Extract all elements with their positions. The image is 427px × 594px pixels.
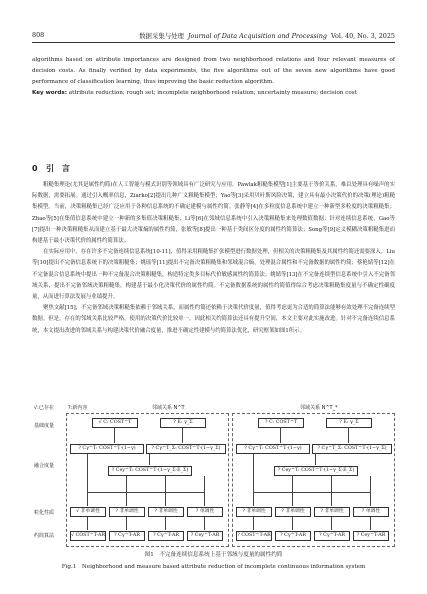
journal-volume: Vol. 40, No. 3, 2025 [331, 32, 395, 40]
left-connector-4 [87, 454, 88, 506]
left-connector-1 [114, 428, 115, 443]
right-connector-6 [331, 476, 332, 506]
row-label-gran: 粒化性质 [34, 510, 55, 516]
right-connector-10 [331, 517, 332, 530]
left-connector-3 [149, 454, 150, 465]
left-connector-10 [165, 517, 166, 530]
section-title: 引 言 [45, 164, 70, 173]
keywords [32, 88, 395, 99]
section-heading [32, 163, 70, 174]
column-left-title: 邻域关系 N^T [152, 405, 185, 411]
right-alg-2: ? Cγ^T-AR [275, 531, 311, 541]
figure-caption-en: Fig.1 Neighborhood and measure based attribute reduction of incomplete continuous information system [61, 564, 366, 570]
figure-1 [32, 404, 395, 574]
left-connector-2 [182, 428, 183, 443]
left-connector-8 [87, 517, 88, 530]
left-basic-e: ? E: γ_Σ [160, 418, 206, 428]
column-right-title: 邻域关系 N^T_* [300, 405, 338, 411]
right-basic-e: ? E: γ_Σ [326, 418, 372, 428]
page-number: 808 [32, 31, 45, 39]
left-fused-cgamma-sigma: ? Cγ^T_Σ: COST^T·(1−γ_Σ) [146, 444, 226, 454]
row-label-alg: 约简算法 [34, 533, 55, 539]
left-alg-1: √ COST^T-AR [70, 531, 106, 541]
left-gran-2: ? 非单调性 [109, 507, 145, 517]
left-connector-7 [204, 476, 205, 506]
left-gran-3: ? 非单调性 [148, 507, 184, 517]
left-alg-3: ? Cγ^T-AR [148, 531, 184, 541]
right-connector-3 [315, 454, 316, 465]
journal-name-cn: 数据采集与处理 [139, 32, 184, 40]
paragraph-1: 粗糙集理论(尤其是属性约简)在人工智能与模式识别等领域具有广泛研究与应用。Pawlak粗糙集模型[1]主要基于等价关系，难以处理具有噪声的实际数据，需要拓展。通过引入概率信息，Ziarko[2]提出几种广义粗糙集模型；Yao等[3]采用贝叶斯风险决策，建立具有最小决策代价的决策(理论)粗糙集模型。当前，决策粗糙集已经广泛应用于各种信息系统的不确定建模与属性约简。张静等[4]在多粒度信息系统中建立一种新型多粒度的决策粗糙集；Zhao等[5]在集值信息系统中建立一种新的多集值决策粗糙集；Li等[6]在邻域信息系统中引入决策粗糙集来处理数值数据；针对连续信息系统，Gao等[7]提出一种决策粗糙集从而建立基于最大决策熵的属性约简，张敏等[8]提出一种基于类间区分度的属性约简算法；Song等[9]定义模糊决策粗糙集进而构建基于最小决策代价的属性约简算法。 [32, 182, 395, 245]
figure-caption-cn: 图1 不完备连续信息系统上基于邻域与度量的属性约简 [144, 552, 283, 558]
left-gran-4: ? 单调性 [187, 507, 223, 517]
right-connector-9 [292, 517, 293, 530]
legend-new: ?:新内容 [68, 405, 88, 411]
right-connector-7 [370, 476, 371, 506]
legend-existing: √:已存在 [34, 405, 54, 411]
right-gran-1: ? 非单调性 [236, 507, 272, 517]
right-connector-4 [253, 454, 254, 506]
right-gran-2: ? 非单调性 [275, 507, 311, 517]
right-fused-cgamma-sigma: ? Cγ^T_Σ: COST^T·(1−γ_Σ) [312, 444, 392, 454]
left-fused-cgamma: ? Cγ^T: COST^T·(1−γ) [70, 444, 144, 454]
keywords-text: attribute reduction; rough set; incomplete neighborhood relation; uncertainty measure; decision cost [68, 90, 357, 97]
abstract-tail [32, 55, 395, 99]
right-alg-1: ? COST^T-AR [236, 531, 272, 541]
right-connector-1 [280, 428, 281, 443]
right-fused-cey: ? Cey^T: COST^T·(1−γ_Σ·E_Σ) [274, 466, 358, 476]
right-gran-4: ? 单调性 [353, 507, 389, 517]
section-number: 0 [32, 164, 38, 173]
right-basic-cost: ? C: COST^T [258, 418, 304, 428]
right-connector-8 [253, 517, 254, 530]
right-alg-3: ? Cγ^T-AR [314, 531, 350, 541]
body-text [32, 180, 395, 337]
row-label-fused: 融合度量 [34, 463, 55, 469]
header-rule [32, 42, 395, 43]
journal-name-en: Journal of Data Acquisition and Processing [187, 32, 327, 40]
left-basic-cost: √ C: COST^T [92, 418, 138, 428]
left-fused-cey: ? Cey^T: COST^T·(1−γ_Σ·E_Σ) [108, 466, 192, 476]
left-connector-6 [165, 476, 166, 506]
right-bus [253, 492, 370, 493]
paragraph-2: 在实际应用中，存在许多不完备连续信息系统[10-11]，值得采用粗糙集扩张模型进行数据处理，但相关的决策粗糙集及其属性约简还需要深入。Liu等[10]提出不完备信息系统下的决策粗糙集；姚瑶等[11]提出不完备决策粗糙集和邻域混合熵，处理混合属性和不完备数据的属性约简；蔡艳婧等[12]在不完备混合信息系统中提出一种不完备混合决策粗糙集，构造特定类多目标代价敏感属性约简算法；姚婧等[13]在不完备连续型信息系统中引入不完备邻域关系，提出不完备邻域决策粗糙集，构建基于最小化决策代价的属性约简。不完备数据系统的属性约简值得综合考虑决策粗糙集度量与不确定性确度量，从而进行算法发展与业绩提升。 [32, 249, 395, 301]
abstract-text: algorithms based on attribute importances are designed from two neighborhood relations and four relevant measures of decision costs. As finally verified by data experiments, the five algorithms out of the seven new algorithms have good performance of classification learning, thus improving the basic reduction algorithm. [32, 57, 395, 86]
paragraph-3: 聚焦文献[15]，不完备邻域决策粗糙集依赖于邻域关系，而属性约简还依赖于决策代价度量，值得考虑更为合适的简算法能够有效处理不完备连续型数据。但是，存在的邻域关系比较严格，使用的决策代价比较单一，因此相关约简算法还具有提升空间，本文主要对此实施改进。针对不完备连续信息系统，本文提出改进的邻域关系与构建决策代价融合度量，推进不确定性建模与约简算法优化，研究框架如图1所示。 [32, 305, 395, 334]
right-fused-cgamma: ? Cγ^T: COST^T·(1−γ) [236, 444, 310, 454]
left-bus [87, 492, 204, 493]
left-alg-4: ? Cey^T-AR [187, 531, 223, 541]
right-connector-11 [370, 517, 371, 530]
row-label-basic: 基础度量 [34, 423, 55, 429]
right-connector-5 [292, 476, 293, 506]
left-connector-5 [126, 476, 127, 506]
keywords-label: Key words: [32, 90, 67, 97]
left-connector-11 [204, 517, 205, 530]
left-gran-1: √ 非单调性 [70, 507, 106, 517]
right-connector-2 [348, 428, 349, 443]
left-connector-9 [126, 517, 127, 530]
right-alg-4: ? Cey^T-AR [353, 531, 389, 541]
left-alg-2: ? Cγ^T-AR [109, 531, 145, 541]
right-gran-3: ? 非单调性 [314, 507, 350, 517]
journal-header [108, 31, 395, 40]
